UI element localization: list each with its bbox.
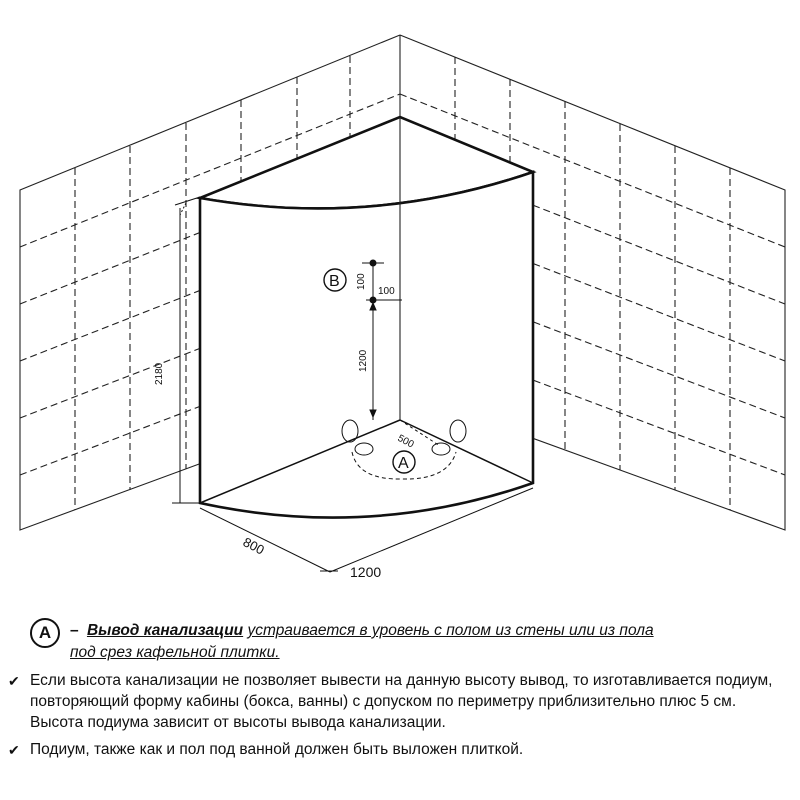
note-a-text: [70, 620, 654, 664]
note-a-dash: –: [70, 622, 79, 639]
dim-outlet-height-label: 1200: [358, 349, 369, 372]
marker-a-label: A: [398, 455, 409, 472]
bullet-item: [8, 739, 790, 761]
note-a-title: Вывод канализации: [86, 622, 244, 639]
note-a-marker: A: [30, 618, 60, 648]
bullet-item: [8, 670, 790, 733]
dim-height-label: 2180: [154, 362, 165, 385]
dim-500-label: 500: [395, 432, 416, 451]
notes: [8, 620, 790, 761]
bullet-text: Подиум, также как и пол под ванной должен быть выложен плиткой.: [30, 741, 524, 758]
bullet-text: Если высота канализации не позволяет вывести на данную высоту вывод, то изготавливается подиум, повторяющий форму кабины (бокса, ванны) с допуском по периметру приблизительно плюс 5 см. Высота подиума зависит от высоты вывода канализации.: [30, 672, 773, 731]
note-a: [30, 620, 790, 664]
marker-b-label: B: [329, 273, 340, 290]
checkmark-icon: ✔: [8, 673, 20, 689]
dim-100-vertical-label: 100: [356, 273, 367, 290]
note-a-line2: под срез кафельной плитки.: [70, 644, 280, 661]
note-a-title-rest: устраивается в уровень с полом из стены или из пола: [247, 622, 654, 639]
dim-1200-label: 1200: [350, 564, 382, 580]
checkmark-icon: ✔: [8, 742, 20, 758]
cabin-outline: [200, 117, 533, 518]
dim-100-horizontal-label: 100: [378, 286, 395, 297]
dim-800-label: 800: [240, 534, 267, 558]
